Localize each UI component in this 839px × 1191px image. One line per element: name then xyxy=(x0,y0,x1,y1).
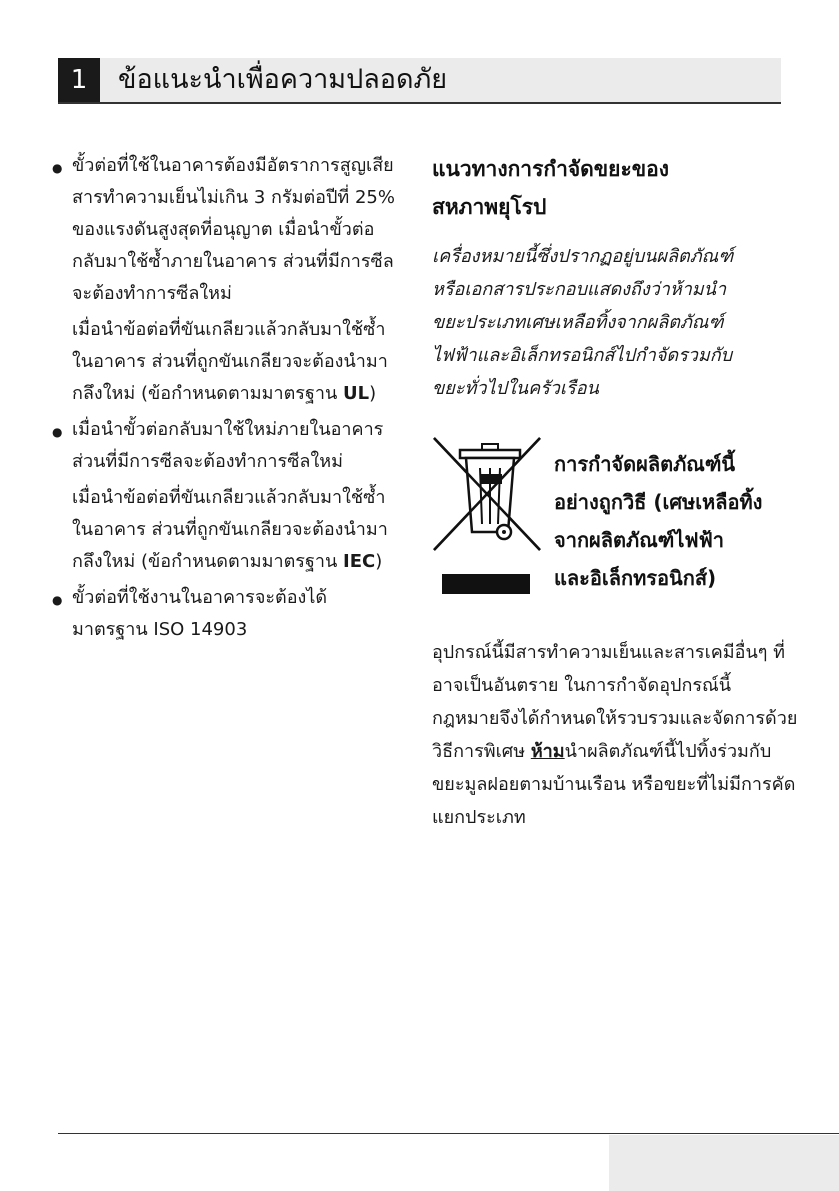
notice-line: หรือเอกสารประกอบแสดงถึงว่าห้ามนำ xyxy=(432,279,727,300)
footer-divider xyxy=(58,1133,839,1134)
sub-text: เมื่อนำข้อต่อที่ขันเกลียวแล้วกลับมาใช้ซ้ำในอาคาร ส่วนที่ถูกขันเกลียวจะต้องนำมากลึงใหม่ (ข้อกำหนดตามมาตรฐาน xyxy=(72,319,388,404)
title-line: และอิเล็กทรอนิกส์) xyxy=(554,566,717,590)
chapter-number: 1 xyxy=(58,58,100,102)
sub-text: เมื่อนำข้อต่อที่ขันเกลียวแล้วกลับมาใช้ซ้ำในอาคาร ส่วนที่ถูกขันเกลียวจะต้องนำมากลึงใหม่ (ข้อกำหนดตามมาตรฐาน xyxy=(72,487,388,572)
title-line: อย่างถูกวิธี (เศษเหลือทิ้ง xyxy=(554,490,763,514)
disposal-instructions xyxy=(432,636,802,834)
standard-label: UL xyxy=(343,383,370,404)
footer-page-box xyxy=(609,1135,839,1191)
notice-line: ขยะทั่วไปในครัวเรือน xyxy=(432,378,599,399)
standard-label: IEC xyxy=(343,551,376,572)
crossed-bin-icon xyxy=(432,436,544,598)
bullet-sub-paragraph xyxy=(72,314,402,410)
title-line: การกำจัดผลิตภัณฑ์นี้ xyxy=(554,452,736,476)
heading-line: สหภาพยุโรป xyxy=(432,195,547,219)
chapter-title: ข้อแนะนำเพื่อความปลอดภัย xyxy=(118,64,448,95)
bullet-sub-paragraph xyxy=(72,482,402,578)
bullet-item: ● ขั้วต่อที่ใช้ในอาคารต้องมีอัตราการสูญเสียสารทำความเย็นไม่เกิน 3 กรัมต่อปีที่ 25% ของแรงดันสูงสุดที่อนุญาต เมื่อนำขั้วต่อกลับมาใช้ซ้ำภายในอาคาร ส่วนที่มีการซีลจะต้องทำการซีลใหม่ xyxy=(52,150,402,310)
weee-notice xyxy=(432,240,792,405)
instruction-text: อุปกรณ์นี้มีสารทำความเย็นและสารเคมีอื่นๆ ที่อาจเป็นอันตราย ในการกำจัดอุปกรณ์นี้ กฎหมายจึงได้กำหนดให้รวบรวมและจัดการด้วยวิธีการพิเศษ xyxy=(432,642,798,762)
notice-line: ขยะประเภทเศษเหลือทิ้งจากผลิตภัณฑ์ xyxy=(432,312,724,333)
bullet-item: ● ขั้วต่อที่ใช้งานในอาคารจะต้องได้มาตรฐาน ISO 14903 xyxy=(52,582,402,646)
section-header xyxy=(58,58,781,104)
left-column xyxy=(52,150,402,650)
disposal-title xyxy=(554,445,799,597)
heading-line: แนวทางการกำจัดขยะของ xyxy=(432,157,669,181)
notice-line: เครื่องหมายนี้ซึ่งปรากฏอยู่บนผลิตภัณฑ์ xyxy=(432,246,734,267)
title-line: จากผลิตภัณฑ์ไฟฟ้า xyxy=(554,528,724,552)
bullet-item: ● เมื่อนำขั้วต่อกลับมาใช้ใหม่ภายในอาคาร ส่วนที่มีการซีลจะต้องทำการซีลใหม่ xyxy=(52,414,402,478)
right-column xyxy=(432,150,792,405)
instruction-text: นำผลิตภัณฑ์นี้ไปทิ้งร่วมกับขยะมูลฝอยตามบ้านเรือน หรือขยะที่ไม่มีการคัดแยกประเภท xyxy=(432,741,796,828)
close-paren: ) xyxy=(369,383,377,404)
eu-disposal-heading xyxy=(432,150,792,226)
notice-line: ไฟฟ้าและอิเล็กทรอนิกส์ไปกำจัดรวมกับ xyxy=(432,345,733,366)
close-paren: ) xyxy=(375,551,383,572)
prohibit-word: ห้าม xyxy=(530,741,565,762)
